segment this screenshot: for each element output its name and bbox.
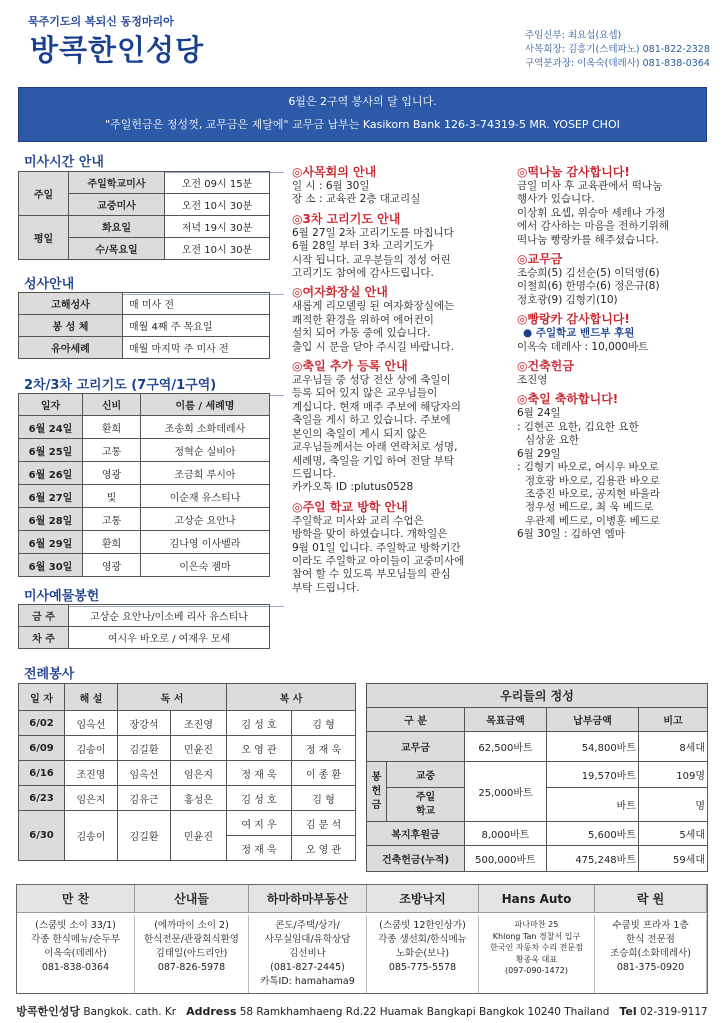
mass-name: 주일학교미사: [69, 172, 165, 194]
feast-line: 6월 29일: [517, 447, 561, 460]
column-header: 비고: [639, 708, 708, 732]
date-cell: 6월 25일: [19, 439, 83, 462]
notice-title: ◎주일 학교 방학 안내: [292, 499, 408, 514]
footer-tel: 02-319-9117: [640, 1006, 708, 1018]
server-cell: 정 재 욱: [227, 761, 292, 786]
parish-title: 방콕한인성당: [30, 33, 205, 67]
sponsor-details: [135, 915, 249, 993]
notice-line: 부탁 드립니다.: [292, 581, 360, 594]
offering-names: 여시우 바오로 / 여재우 모세: [69, 627, 270, 649]
offering-names: 고상순 요안나/이소베 리사 유스티나: [69, 605, 270, 627]
sacrament-desc: 매 미사 전: [123, 293, 270, 315]
finance-label: 건축헌금(누적): [367, 846, 465, 872]
finance-title: 우리들의 정성: [367, 684, 708, 708]
notice-line: 출입 시 문을 닫아 주시길 바랍니다.: [292, 340, 455, 353]
notice-line: 본인의 축일이 게시 되지 않은: [292, 427, 428, 440]
server-cell: 이 종 환: [292, 761, 356, 786]
staff-line: 주임신부: 최요섭(요셉): [525, 30, 622, 41]
sponsor-ads: [16, 884, 708, 994]
server-cell: 김 형: [292, 786, 356, 811]
table-header-row: [19, 684, 356, 711]
sponsor-line: (에까마이 소이 2): [154, 920, 229, 931]
announcement-banner: [18, 87, 707, 142]
notice-body: [517, 267, 717, 307]
sponsor-line: 한국인 자동차 수리 전문점: [490, 943, 583, 952]
table-row: [19, 337, 270, 359]
reader-cell: 민윤진: [171, 736, 227, 761]
banner-line: 6월은 2구역 봉사의 달 입니다.: [288, 95, 437, 108]
server-cell: 김 성 호: [227, 711, 292, 736]
column-header: 복 사: [227, 684, 356, 711]
mass-time: 저녁 19시 30분: [165, 216, 270, 238]
target-amount: 500,000바트: [465, 846, 547, 872]
banner-line: "주일헌금은 정성껏, 교무금은 제달에" 교무금 납부는 Kasikorn Bank 126-3-74319-5 MR. YOSEP CHOI: [105, 118, 620, 131]
mystery-cell: 빛: [83, 485, 141, 508]
feast-line: : 김형기 바오로, 여시우 바오로: [517, 461, 659, 474]
sponsor-line: 김태일(아드리안): [155, 948, 228, 959]
table-row: [19, 811, 356, 836]
notice-line: 교우님들께서는 아래 연락처로 성명,: [292, 441, 458, 454]
sponsor-line: 조승희(소화데레사): [610, 948, 691, 959]
notice-line: 이상휘 요셉, 위승아 세레나 가정: [517, 206, 666, 219]
date-cell: 6월 28일: [19, 508, 83, 531]
sponsor-line: 각종 생선회/한식메뉴: [378, 934, 467, 945]
column-header: 구 분: [367, 708, 465, 732]
table-row: [19, 439, 270, 462]
notice-title: ◎교무금: [517, 252, 563, 267]
notice-line: 6월 27일 2차 고리기도를 마칩니다: [292, 226, 454, 239]
feast-line: 조중진 바오로, 공지현 바울라: [525, 487, 661, 500]
notice-line: 드립니다.: [292, 467, 336, 480]
table-row: [19, 293, 270, 315]
sponsor-line: 한식 전문점: [626, 934, 675, 945]
sponsor-line: 노화순(보나): [395, 948, 450, 959]
sponsor-line: 한식전문/관광회식환영: [144, 934, 239, 945]
paid-amount: 54,800바트: [547, 732, 639, 762]
sponsor-line: 김선비나: [289, 948, 326, 959]
footer-address-text: 58 Ramkhamhaeng Rd.22 Huamak Bangkapi Bangkok 10240 Thailand: [239, 1006, 610, 1018]
column-header: 일자: [19, 394, 83, 416]
sponsor-name: 만 찬: [17, 885, 135, 913]
sponsor-line: 황종욱 대표: [515, 954, 558, 964]
target-amount: 8,000바트: [465, 822, 547, 846]
notice-line: 새롭게 리모델링 된 여자화장실에는: [292, 300, 455, 313]
mystery-cell: 고통: [83, 508, 141, 531]
table-row: [19, 786, 356, 811]
column-header: 일 자: [19, 684, 65, 711]
notice-line: 6월 28일 부터 3차 고리기도가: [292, 240, 434, 253]
name-cell: 이은숙 젬마: [141, 554, 270, 577]
server-cell: 여 지 우: [227, 811, 292, 836]
notice-title: ◎3차 고리기도 안내: [292, 211, 401, 226]
notice-body: [517, 180, 717, 247]
table-header-row: [367, 684, 708, 708]
note-cell: 명: [639, 788, 708, 822]
name-cell: 정혁순 실비아: [141, 439, 270, 462]
column-header: 해 설: [65, 684, 118, 711]
sponsor-line: Khlong Tan 경찰서 입구: [492, 931, 581, 941]
notice-line: 이라도 주일학교 아이들이 교중미사에: [292, 554, 465, 567]
mass-name: 화요일: [69, 216, 165, 238]
group-label: 주일: [19, 172, 69, 216]
table-row: [19, 172, 270, 194]
sponsor-details: [595, 915, 707, 993]
notice-line: 조진영: [517, 374, 548, 387]
footer-parish-name: 방콕한인성당: [16, 1005, 81, 1018]
offering-label: 금 주: [19, 605, 69, 627]
date-cell: 6/16: [19, 761, 65, 786]
column-header: 신비: [83, 394, 141, 416]
sponsor-line: 081-375-0920: [616, 962, 685, 973]
notice-title: ◎떡나눔 감사합니다!: [517, 165, 630, 179]
date-cell: 6월 30일: [19, 554, 83, 577]
sponsor-line: (스쿰빗 소이 33/1): [35, 920, 116, 931]
mass-time: 오전 09시 15분: [165, 172, 270, 194]
feast-line: 심상윤 요한: [525, 434, 580, 447]
sponsor-line: 사무실임대/유학상담: [264, 934, 351, 945]
mystery-cell: 고통: [83, 439, 141, 462]
sacrament-name: 고해성사: [19, 293, 123, 315]
date-cell: 6/09: [19, 736, 65, 761]
notice-line: 이옥숙 데레사 : 10,000바트: [517, 340, 649, 353]
mystery-cell: 영광: [83, 554, 141, 577]
column-header: 이름 / 세례명: [141, 394, 270, 416]
footer-site: Bangkok. cath. Kr: [83, 1006, 177, 1018]
date-cell: 6/23: [19, 786, 65, 811]
note-cell: 109명: [639, 762, 708, 788]
notice-line: ● 주일학교 밴드부 후원: [523, 327, 635, 340]
sponsor-name: 하마하마부동산: [249, 885, 367, 913]
mystery-cell: 영광: [83, 462, 141, 485]
table-row: [19, 554, 270, 577]
notice-line: 금일 미사 후 교육관에서 떡나눔: [517, 180, 663, 192]
notice-title: ◎축일 축하합니다!: [517, 392, 619, 407]
notice-line: 고리기도 참여에 감사드립니다.: [292, 267, 434, 280]
paid-amount: 19,570바트: [547, 762, 639, 788]
notices-right: [517, 164, 717, 542]
sponsor-details: [249, 915, 367, 993]
sponsor-name: 락 원: [595, 885, 707, 913]
table-header-row: [367, 708, 708, 732]
table-row: [19, 711, 356, 736]
target-amount: 25,000바트: [465, 762, 547, 822]
sponsor-line: 수쿰빗 프라자 1층: [612, 920, 689, 931]
notice-line: 등록 되어 있지 않은 교우님들이: [292, 387, 438, 400]
table-row: [19, 485, 270, 508]
notice-line: 카카오톡 ID :plutus0528: [292, 481, 414, 494]
sponsor-line: 이옥숙(데레사): [44, 948, 107, 959]
date-cell: 6/02: [19, 711, 65, 736]
sponsor-line: (스쿰빗 12한인상가): [379, 920, 466, 931]
reader-cell: 민윤진: [171, 811, 227, 861]
notice-line: 참여 할 수 있도록 부모님들의 관심: [292, 568, 451, 581]
sponsor-line: 081-838-0364: [41, 962, 110, 973]
staff-line: 사목회장: 김흥기(스테파노) 081-822-2328: [525, 44, 710, 55]
liturgy-title: 전례봉사: [24, 663, 74, 682]
server-cell: 정 재 욱: [292, 736, 356, 761]
column-header: 목표금액: [465, 708, 547, 732]
notice-line: 시작 됩니다. 교우분들의 정성 어린: [292, 253, 451, 266]
mystery-cell: 환희: [83, 531, 141, 554]
notice-line: 에서 감사하는 마음을 전하기위해: [517, 220, 670, 233]
sacrament-title: 성사안내: [24, 273, 74, 292]
mass-name: 교중미사: [69, 194, 165, 216]
date-cell: 6월 26일: [19, 462, 83, 485]
footer-address-label: Address: [186, 1005, 237, 1018]
server-cell: 김 형: [292, 711, 356, 736]
name-cell: 조송희 소화데레사: [141, 416, 270, 439]
table-row: [19, 605, 270, 627]
staff-info: [525, 29, 710, 71]
sacrament-table: [18, 292, 270, 359]
mass-times-title: 미사시간 안내: [24, 151, 104, 170]
host-cell: 김송이: [65, 811, 118, 861]
sacrament-name: 봉 성 체: [19, 315, 123, 337]
server-cell: 오 영 관: [292, 836, 356, 861]
reader-cell: 임옥선: [118, 761, 171, 786]
notice-line: 설치 되어 가동 중에 있습니다.: [292, 327, 431, 340]
host-cell: 조진영: [65, 761, 118, 786]
notice-line: 장 소 : 교육관 2층 대교리실: [292, 193, 421, 206]
table-row: [19, 531, 270, 554]
table-row: [19, 761, 356, 786]
rosary-title: 2차/3차 고리기도 (7구역/1구역): [24, 374, 216, 393]
offering-label: 차 주: [19, 627, 69, 649]
notice-title: ◎건축헌금: [517, 359, 574, 374]
reader-cell: 김길환: [118, 736, 171, 761]
paid-amount: 5,600바트: [547, 822, 639, 846]
mass-name: 수/목요일: [69, 238, 165, 260]
table-row: [19, 736, 356, 761]
server-cell: 김 문 석: [292, 811, 356, 836]
sponsor-name: Hans Auto: [479, 885, 595, 913]
offering-title: 미사예물봉헌: [24, 585, 99, 604]
notice-line: 축일을 게시 하고 있습니다. 주보에: [292, 414, 451, 427]
reader-cell: 장강석: [118, 711, 171, 736]
server-cell: 김 성 호: [227, 786, 292, 811]
notice-line: 일 시 : 6월 30일: [292, 180, 370, 192]
table-row: [19, 508, 270, 531]
table-row: [367, 732, 708, 762]
table-header-row: [19, 394, 270, 416]
notice-line: 계십니다. 현재 매주 주보에 해당자의: [292, 400, 461, 413]
sponsor-name: 산내들: [135, 885, 249, 913]
sponsor-line: 각종 한식메뉴/순두부: [31, 934, 120, 945]
mass-times-table: [18, 171, 270, 260]
finance-label: 주일 학교: [387, 788, 465, 822]
table-row: [19, 216, 270, 238]
sponsor-line: 파나마찬 25: [514, 920, 559, 929]
table-row: [19, 315, 270, 337]
date-cell: 6월 24일: [19, 416, 83, 439]
notice-line: 이철희(6) 한명수(6) 정은규(8): [517, 280, 660, 293]
finance-table: [366, 683, 708, 872]
finance-label: 교중: [387, 762, 465, 788]
notice-title: ◎축일 추가 등록 안내: [292, 359, 408, 374]
paid-amount: 바트: [547, 788, 639, 822]
reader-cell: 조진영: [171, 711, 227, 736]
parish-subtitle: 묵주기도의 복되신 동정마리아: [28, 15, 174, 28]
notice-line: 주일학교 미사와 교리 수업은: [292, 514, 424, 527]
notice-title: ◎사목회의 안내: [292, 165, 377, 179]
footer-address: [0, 1003, 724, 1019]
mass-time: 오전 10시 30분: [165, 238, 270, 260]
note-cell: 5세대: [639, 822, 708, 846]
reader-cell: 홍성은: [171, 786, 227, 811]
feast-line: 6월 24일: [517, 407, 561, 420]
host-cell: 임은지: [65, 786, 118, 811]
sponsor-details: [17, 915, 135, 993]
sacrament-desc: 매월 4째 주 목요일: [123, 315, 270, 337]
date-cell: 6월 29일: [19, 531, 83, 554]
rosary-table: [18, 393, 270, 577]
sponsor-line: 카톡ID: hamahama9: [260, 976, 355, 987]
sponsor-line: 085-775-5578: [388, 962, 457, 973]
sponsor-name: 조방낙지: [367, 885, 479, 913]
feast-line: 정호광 바오로, 김용관 바오로: [525, 474, 661, 487]
sponsor-line: 콘도/주택/상가/: [275, 920, 340, 931]
notices-middle: [292, 164, 504, 595]
feast-line: 정우성 베드로, 최 욱 베드로: [525, 501, 654, 514]
note-cell: 59세대: [639, 846, 708, 872]
server-cell: 오 영 관: [227, 736, 292, 761]
sacrament-name: 유아세례: [19, 337, 123, 359]
table-row: [367, 822, 708, 846]
feast-line: : 김현곤 요한, 김요한 요한: [517, 420, 639, 433]
mass-time: 오전 10시 30분: [165, 194, 270, 216]
sponsor-details: [367, 915, 479, 993]
column-header: 독 서: [118, 684, 227, 711]
sponsor-line: 087-826-5978: [157, 962, 226, 973]
mystery-cell: 환희: [83, 416, 141, 439]
notice-line: 세례명, 축일을 기입 하여 전달 부탁: [292, 454, 455, 467]
notice-line: 조승희(5) 김선순(5) 이덕영(6): [517, 267, 660, 280]
server-cell: 정 재 욱: [227, 836, 292, 861]
reader-cell: 김유근: [118, 786, 171, 811]
notice-line: 떡나눔 빵랑카를 해주셨습니다.: [517, 233, 659, 246]
notice-line: 방학을 맞이 하였습니다. 개학일은: [292, 528, 448, 541]
sponsor-line: (081-827-2445): [270, 962, 345, 973]
name-cell: 이순재 유스티나: [141, 485, 270, 508]
name-cell: 조금희 루시아: [141, 462, 270, 485]
date-cell: 6월 27일: [19, 485, 83, 508]
name-cell: 김나영 이사벨라: [141, 531, 270, 554]
table-row: [19, 462, 270, 485]
paid-amount: 475,248바트: [547, 846, 639, 872]
notice-title: ◎빵랑카 감사합니다!: [517, 312, 630, 327]
reader-cell: 임은지: [171, 761, 227, 786]
feast-line: 6월 30일 : 김하연 엠마: [517, 528, 625, 541]
notice-title: ◎여자화장실 안내: [292, 285, 388, 300]
host-cell: 임옥선: [65, 711, 118, 736]
table-row: [367, 762, 708, 788]
column-header: 납부금액: [547, 708, 639, 732]
finance-label: 교무금: [367, 732, 465, 762]
finance-group-label: 봉 헌 금: [367, 762, 387, 822]
table-row: [19, 627, 270, 649]
notice-line: 쾌적한 환경을 위하여 에어컨이: [292, 313, 434, 326]
notice-line: 9월 01일 입니다. 주일학교 방학기간: [292, 541, 461, 554]
target-amount: 62,500바트: [465, 732, 547, 762]
table-row: [367, 846, 708, 872]
staff-line: 구역분과장: 이옥숙(데레사) 081-838-0364: [525, 58, 710, 69]
notice-body: [517, 407, 717, 541]
host-cell: 김송이: [65, 736, 118, 761]
notice-line: 교우님들 중 성당 전산 상에 축일이: [292, 374, 451, 387]
date-cell: 6/30: [19, 811, 65, 861]
footer-tel-label: Tel: [619, 1005, 637, 1018]
sponsor-line: (097-090-1472): [505, 966, 568, 975]
notice-line: 정호광(9) 김형기(10): [517, 293, 618, 306]
notice-line: 행사가 있습니다.: [517, 193, 595, 206]
note-cell: 8세대: [639, 732, 708, 762]
sponsor-details: [479, 915, 595, 993]
offering-table: [18, 604, 270, 649]
feast-line: 우관제 베드로, 이병훈 베드로: [525, 514, 661, 527]
table-row: [19, 416, 270, 439]
group-label: 평일: [19, 216, 69, 260]
liturgy-table: [18, 683, 356, 861]
finance-label: 복지후원금: [367, 822, 465, 846]
reader-cell: 김길환: [118, 811, 171, 861]
sacrament-desc: 매월 마지막 주 미사 전: [123, 337, 270, 359]
name-cell: 고상순 요안나: [141, 508, 270, 531]
